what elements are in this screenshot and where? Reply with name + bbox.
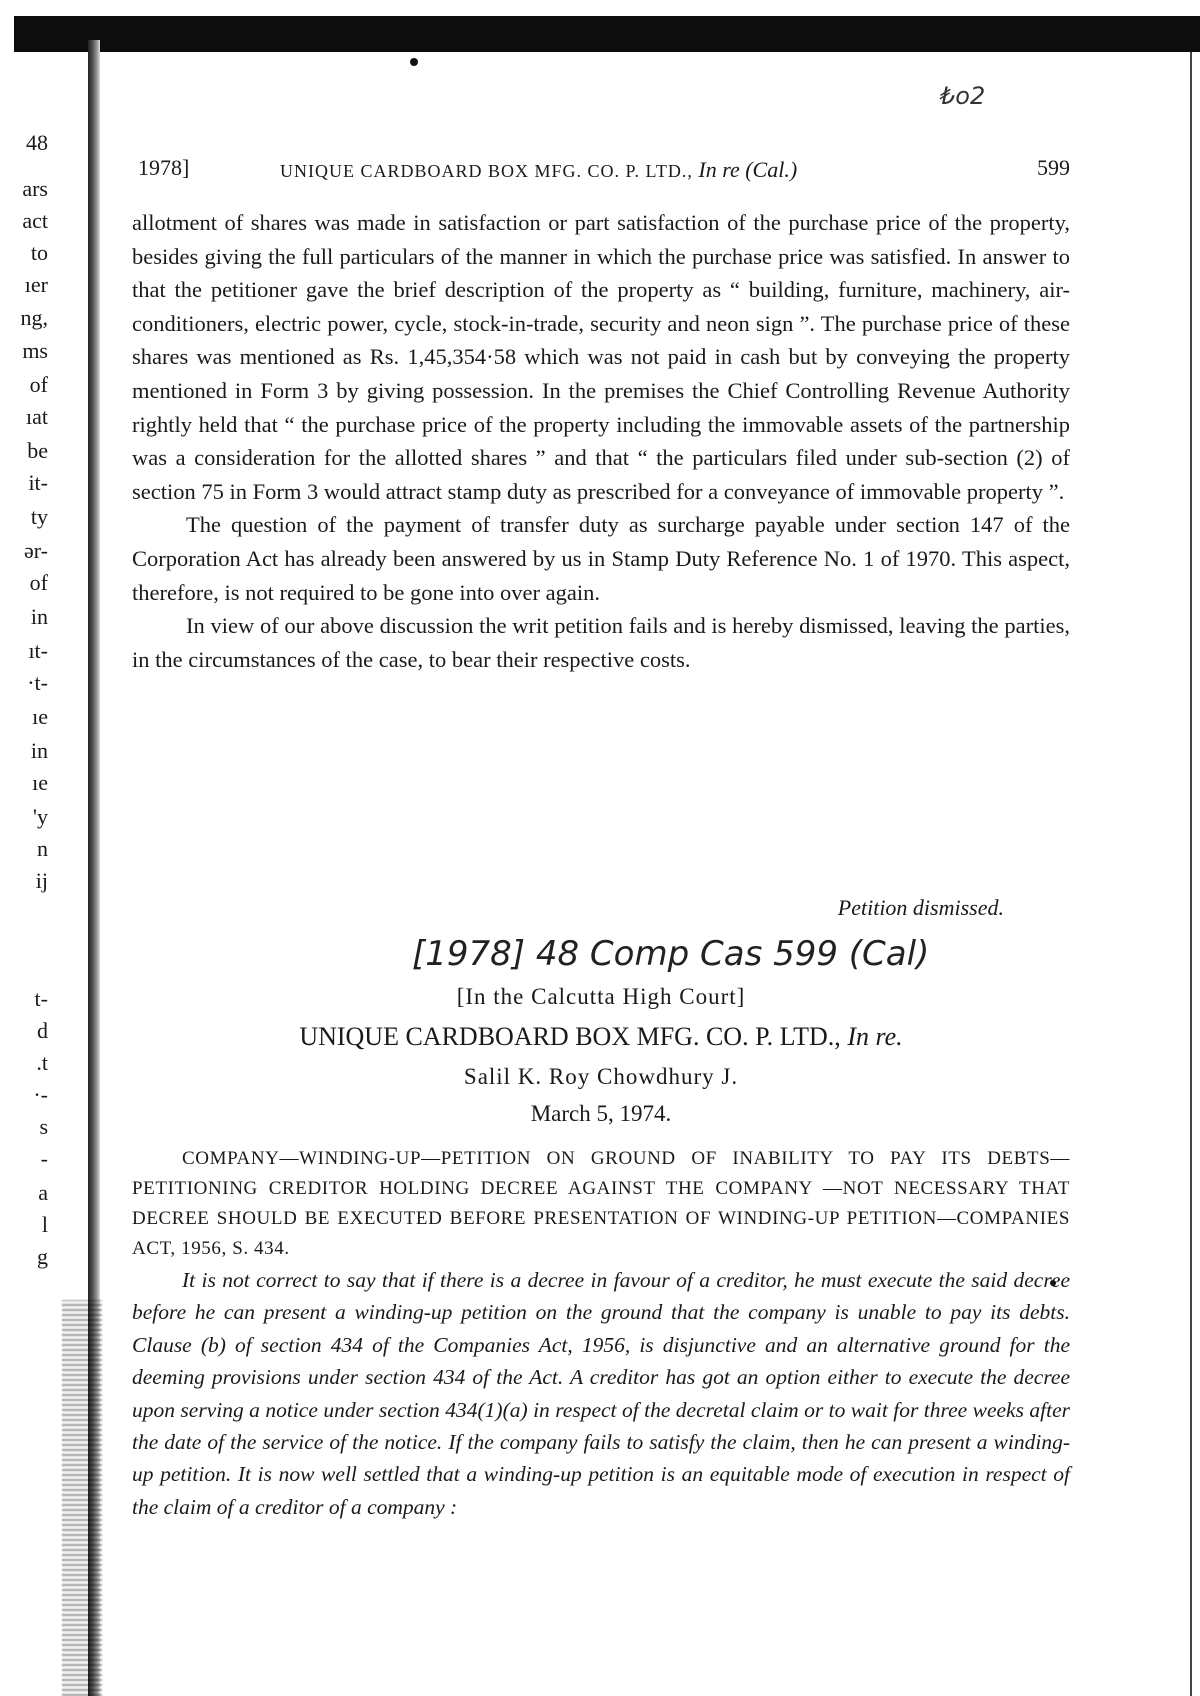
margin-fragment: ıat xyxy=(26,404,48,429)
case-title: UNIQUE CARDBOARD BOX MFG. CO. P. LTD., In re. xyxy=(299,1022,903,1051)
margin-fragment: ıe xyxy=(32,704,48,729)
margin-fragment: ars xyxy=(22,176,48,201)
headnote xyxy=(132,1144,1070,1264)
margin-fragment: n xyxy=(37,836,48,861)
margin-fragment: t- xyxy=(34,986,48,1011)
margin-fragment: in xyxy=(30,604,48,629)
body-paragraph: allotment of shares was made in satisfaction or part satisfaction of the purchase price of the property, besides giving the full particulars of the manner in which the purchase price was satisfied. In answer to that the petitioner gave the brief description of the property as “ building, furniture, machinery, air-conditioners, electric power, cycle, stock-in-trade, security and neon sign ”. The purchase price of these shares was mentioned as Rs. 1,45,354·58 which was not paid in cash but by conveying the property mentioned in Form 3 by giving possession. In the premises the Chief Controlling Revenue Authority rightly held that “ the purchase price of the property including the immovable assets of the partnership was a consideration for the allotted shares ” and that “ the particulars filed under sub-section (2) of section 75 in Form 3 would attract stamp duty as prescribed for a conveyance of immovable property ”. xyxy=(132,210,1070,504)
margin-fragment: d xyxy=(37,1018,48,1043)
margin-fragment: g xyxy=(37,1244,48,1269)
margin-fragment: act xyxy=(22,208,48,233)
margin-fragment: ty xyxy=(30,504,48,529)
margin-fragment: a xyxy=(38,1180,48,1205)
case-title-italic: In re. xyxy=(847,1022,903,1051)
judgment-body xyxy=(132,206,1070,676)
margin-fragment: in xyxy=(30,738,48,763)
handwritten-page-mark: ₺o2 xyxy=(940,82,986,110)
header-title: UNIQUE CARDBOARD BOX MFG. CO. P. LTD., In re (Cal.) xyxy=(280,157,798,182)
margin-fragment: ij xyxy=(35,868,48,893)
margin-fragment: 48 xyxy=(26,130,48,155)
margin-fragment: .t xyxy=(36,1050,48,1075)
margin-fragment: ıt- xyxy=(28,638,48,663)
right-margin-rule xyxy=(1190,52,1192,1696)
margin-fragment: l xyxy=(41,1212,48,1237)
judge-name: Salil K. Roy Chowdhury J. xyxy=(463,1064,739,1089)
margin-fragment: of xyxy=(29,570,48,595)
holding xyxy=(132,1264,1070,1523)
margin-fragment: ng, xyxy=(20,305,48,330)
judgment-date: March 5, 1974. xyxy=(530,1101,672,1126)
disposition: Petition dismissed. xyxy=(837,895,1004,920)
scan-noise xyxy=(62,1300,102,1696)
body-paragraph: In view of our above discussion the writ petition fails and is hereby dismissed, leaving the parties, in the circumstances of the case, to bear their respective costs. xyxy=(132,613,1070,672)
margin-fragment: of xyxy=(29,372,48,397)
ink-speck xyxy=(410,58,418,66)
margin-fragment: ər- xyxy=(24,538,48,563)
margin-fragment: - xyxy=(40,1146,48,1171)
margin-fragment: ıer xyxy=(24,272,48,297)
margin-fragment: ıe xyxy=(32,770,48,795)
headnote-text: COMPANY—WINDING-UP—PETITION ON GROUND OF INABILITY TO PAY ITS DEBTS—PETITIONING CREDITOR HOLDING DECREE AGAINST THE COMPANY —NOT NECESSARY THAT DECREE SHOULD BE EXECUTED BEFORE PRESENTATION OF WINDING-UP PETITION—COMPANIES ACT, 1956, S. 434. xyxy=(132,1148,1070,1259)
header-year: 1978] xyxy=(138,155,190,180)
page-number: 599 xyxy=(1037,155,1070,180)
header-title-italic: In re (Cal.) xyxy=(698,157,798,182)
scan-top-bar xyxy=(14,16,1200,52)
margin-fragment: ·t- xyxy=(27,670,48,695)
margin-fragment: it- xyxy=(28,470,48,495)
running-header xyxy=(132,155,1070,185)
margin-fragment: s xyxy=(39,1114,48,1139)
margin-fragment: be xyxy=(27,438,48,463)
handwritten-citation: [1978] 48 Comp Cas 599 (Cal) xyxy=(412,934,930,974)
margin-fragment: ms xyxy=(22,338,48,363)
court-name: [In the Calcutta High Court] xyxy=(456,984,746,1009)
margin-fragment: ·- xyxy=(33,1082,48,1107)
margin-fragment: 'y xyxy=(33,804,48,829)
holding-text: It is not correct to say that if there is a decree in favour of a creditor, he must execute the said decree before he can present a winding-up petition on the ground that the company is unable to pay its debts. Clause (b) of section 434 of the Companies Act, 1956, is disjunctive and an alternative ground for the deeming provisions under section 434 of the Act. A creditor has got an option either to execute the decree upon serving a notice under section 434(1)(a) in respect of the decretal claim or to wait for three weeks after the date of the service of the notice. If the company fails to satisfy the claim, then he can present a winding-up petition. It is now well settled that a winding-up petition is an equitable mode of execution in respect of the claim of a creditor of a company : xyxy=(132,1268,1070,1519)
body-paragraph: The question of the payment of transfer duty as surcharge payable under section 147 of the Corporation Act has already been answered by us in Stamp Duty Reference No. 1 of 1970. This aspect, therefore, is not required to be gone into over again. xyxy=(132,512,1070,605)
margin-fragment: to xyxy=(30,240,48,265)
